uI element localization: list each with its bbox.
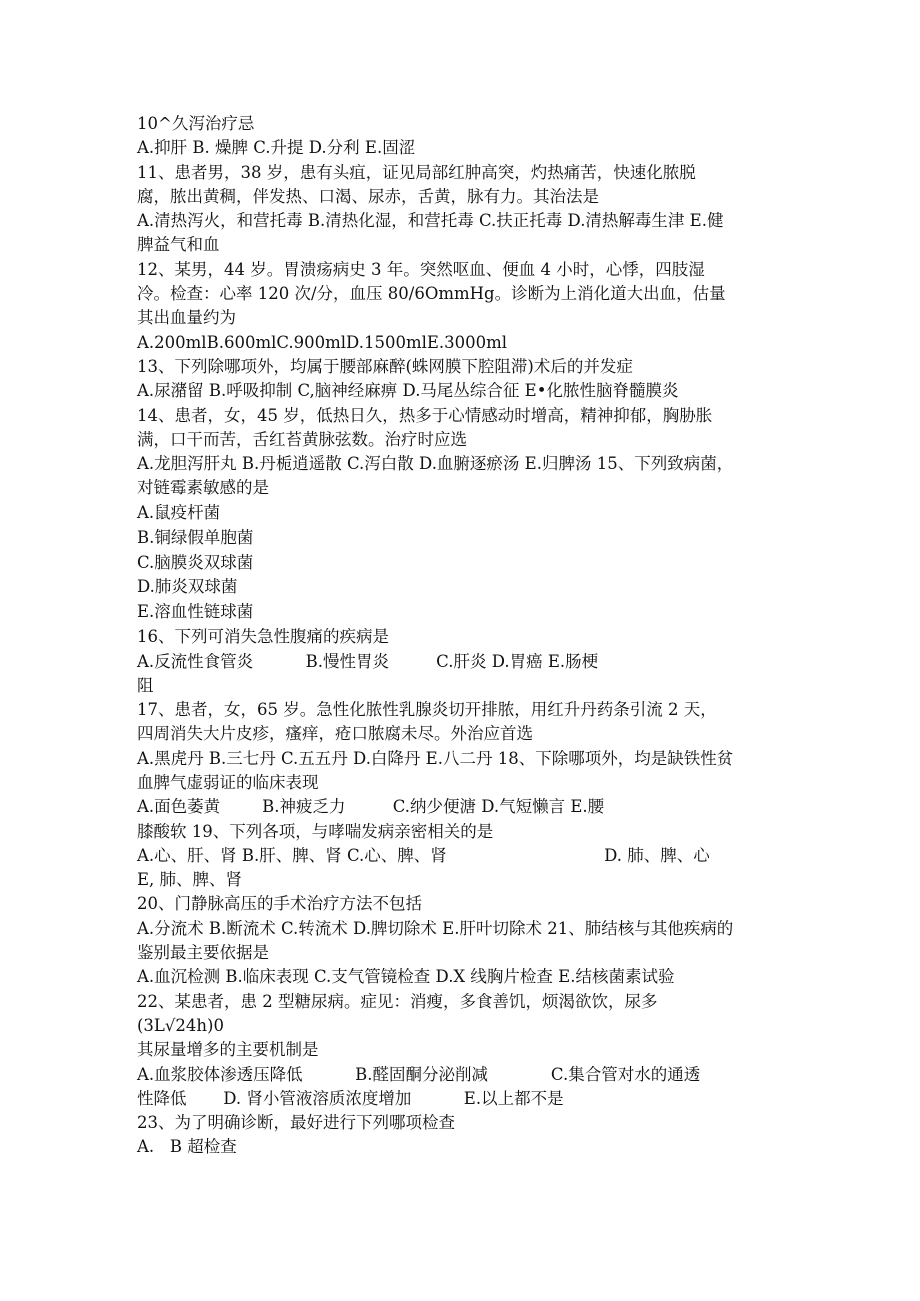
text-line: 冷。检查：心率 120 次/分，血压 80/6OmmHg。诊断为上消化道大出血，估量 bbox=[137, 284, 726, 304]
option-line: E.溶血性链球菌 bbox=[137, 602, 254, 622]
text-line: 其出血量约为 bbox=[137, 308, 236, 328]
text-line: 血脾气虚弱证的临床表现 bbox=[137, 772, 319, 792]
text-line: A.清热泻火，和营托毒 B.清热化湿，和营托毒 C.扶正托毒 D.清热解毒生津 E.健 bbox=[137, 211, 724, 231]
option-line: B.铜绿假单胞菌 bbox=[137, 527, 254, 547]
text-line: 鉴别最主要依据是 bbox=[137, 943, 269, 963]
text-line: A.200mlB.600mlC.900mlD.1500mlE.3000ml bbox=[137, 332, 508, 352]
text-line: 腐，脓出黄稠，伴发热、口渴、尿赤，舌黄，脉有力。其治法是 bbox=[137, 186, 599, 206]
text-line: 其尿量增多的主要机制是 bbox=[137, 1040, 319, 1060]
text-line: 20、门静脉高压的手术治疗方法不包括 bbox=[137, 894, 422, 914]
text-line: 10^久泻治疗忌 bbox=[137, 114, 255, 133]
option-line: A.鼠疫杆菌 bbox=[137, 502, 221, 522]
text-line: A. B 超检查 bbox=[137, 1137, 237, 1157]
text-line: 性降低 D. 肾小管液溶质浓度增加 E.以上都不是 bbox=[137, 1088, 564, 1108]
option-line: C.脑膜炎双球菌 bbox=[137, 552, 254, 572]
text-line: 13、下列除哪项外，均属于腰部麻醉(蛛网膜下腔阻滞)术后的并发症 bbox=[137, 356, 633, 376]
text-line: 膝酸软 19、下列各项，与哮喘发病亲密相关的是 bbox=[137, 821, 494, 841]
text-line: 17、患者，女，65 岁。急性化脓性乳腺炎切开排脓，用红升丹药条引流 2 天， bbox=[137, 700, 717, 720]
text-line: 22、某患者，患 2 型糖尿病。症见：消瘦，多食善饥，烦渴欲饮，尿多 bbox=[137, 991, 658, 1011]
text-line: A.面色萎黄 B.神疲乏力 C.纳少便溏 D.气短懒言 E.腰 bbox=[137, 797, 605, 817]
text-line: 14、患者，女，45 岁，低热日久，热多于心情感动时增高，精神抑郁，胸胁胀 bbox=[137, 405, 713, 425]
text-line: A.血沉检测 B.临床表现 C.支气管镜检查 D.X 线胸片检查 E.结核菌素试验 bbox=[137, 967, 675, 987]
text-line: 对链霉素敏感的是 bbox=[137, 478, 269, 498]
text-line: 满，口干而苦，舌红苔黄脉弦数。治疗时应选 bbox=[137, 429, 467, 449]
text-line: A.抑肝 B. 燥脾 C.升提 D.分利 E.固涩 bbox=[137, 138, 416, 158]
text-line: (3L√24h)0 bbox=[137, 1015, 224, 1035]
text-line: A.反流性食管炎 B.慢性胃炎 C.肝炎 D.胃癌 E.肠梗 bbox=[137, 651, 599, 671]
text-line: A.心、肝、肾 B.肝、脾、肾 C.心、脾、肾 D. 肺、脾、心 bbox=[137, 845, 710, 865]
text-line: 四周消失大片皮疹，瘙痒，疮口脓腐未尽。外治应首选 bbox=[137, 724, 533, 744]
text-line: A.分流术 B.断流术 C.转流术 D.脾切除术 E.肝叶切除术 21、肺结核与其他疾病的 bbox=[137, 918, 734, 938]
text-line: A.龙胆泻肝丸 B.丹栀逍遥散 C.泻白散 D.血腑逐瘀汤 E.归脾汤 15、下列致病菌， bbox=[137, 454, 734, 474]
text-line: A.黑虎丹 B.三七丹 C.五五丹 D.白降丹 E.八二丹 18、下除哪项外，均是缺铁性贫 bbox=[137, 748, 734, 768]
text-line: 脾益气和血 bbox=[137, 235, 220, 255]
text-line: 12、某男，44 岁。胃溃疡病史 3 年。突然呕血、便血 4 小时，心悸，四肢湿 bbox=[137, 259, 705, 279]
text-line: 16、下列可消失急性腹痛的疾病是 bbox=[137, 627, 389, 647]
document-page bbox=[137, 112, 787, 1160]
text-line: E, 肺、脾、肾 bbox=[137, 870, 243, 890]
text-line: A.尿潴留 B.呼吸抑制 C,脑神经麻痹 D.马尾丛综合征 E•化脓性脑脊髓膜炎 bbox=[137, 381, 679, 401]
text-line: A.血浆胶体渗透压降低 B.醛固酮分泌削减 C.集合管对水的通透 bbox=[137, 1064, 701, 1084]
text-line: 23、为了明确诊断，最好进行下列哪项检查 bbox=[137, 1113, 455, 1133]
option-line: D.肺炎双球菌 bbox=[137, 577, 238, 597]
text-line: 11、患者男，38 岁，患有头疽，证见局部红肿高突，灼热痛苦，快速化脓脱 bbox=[137, 162, 696, 182]
text-line: 阻 bbox=[137, 675, 154, 695]
